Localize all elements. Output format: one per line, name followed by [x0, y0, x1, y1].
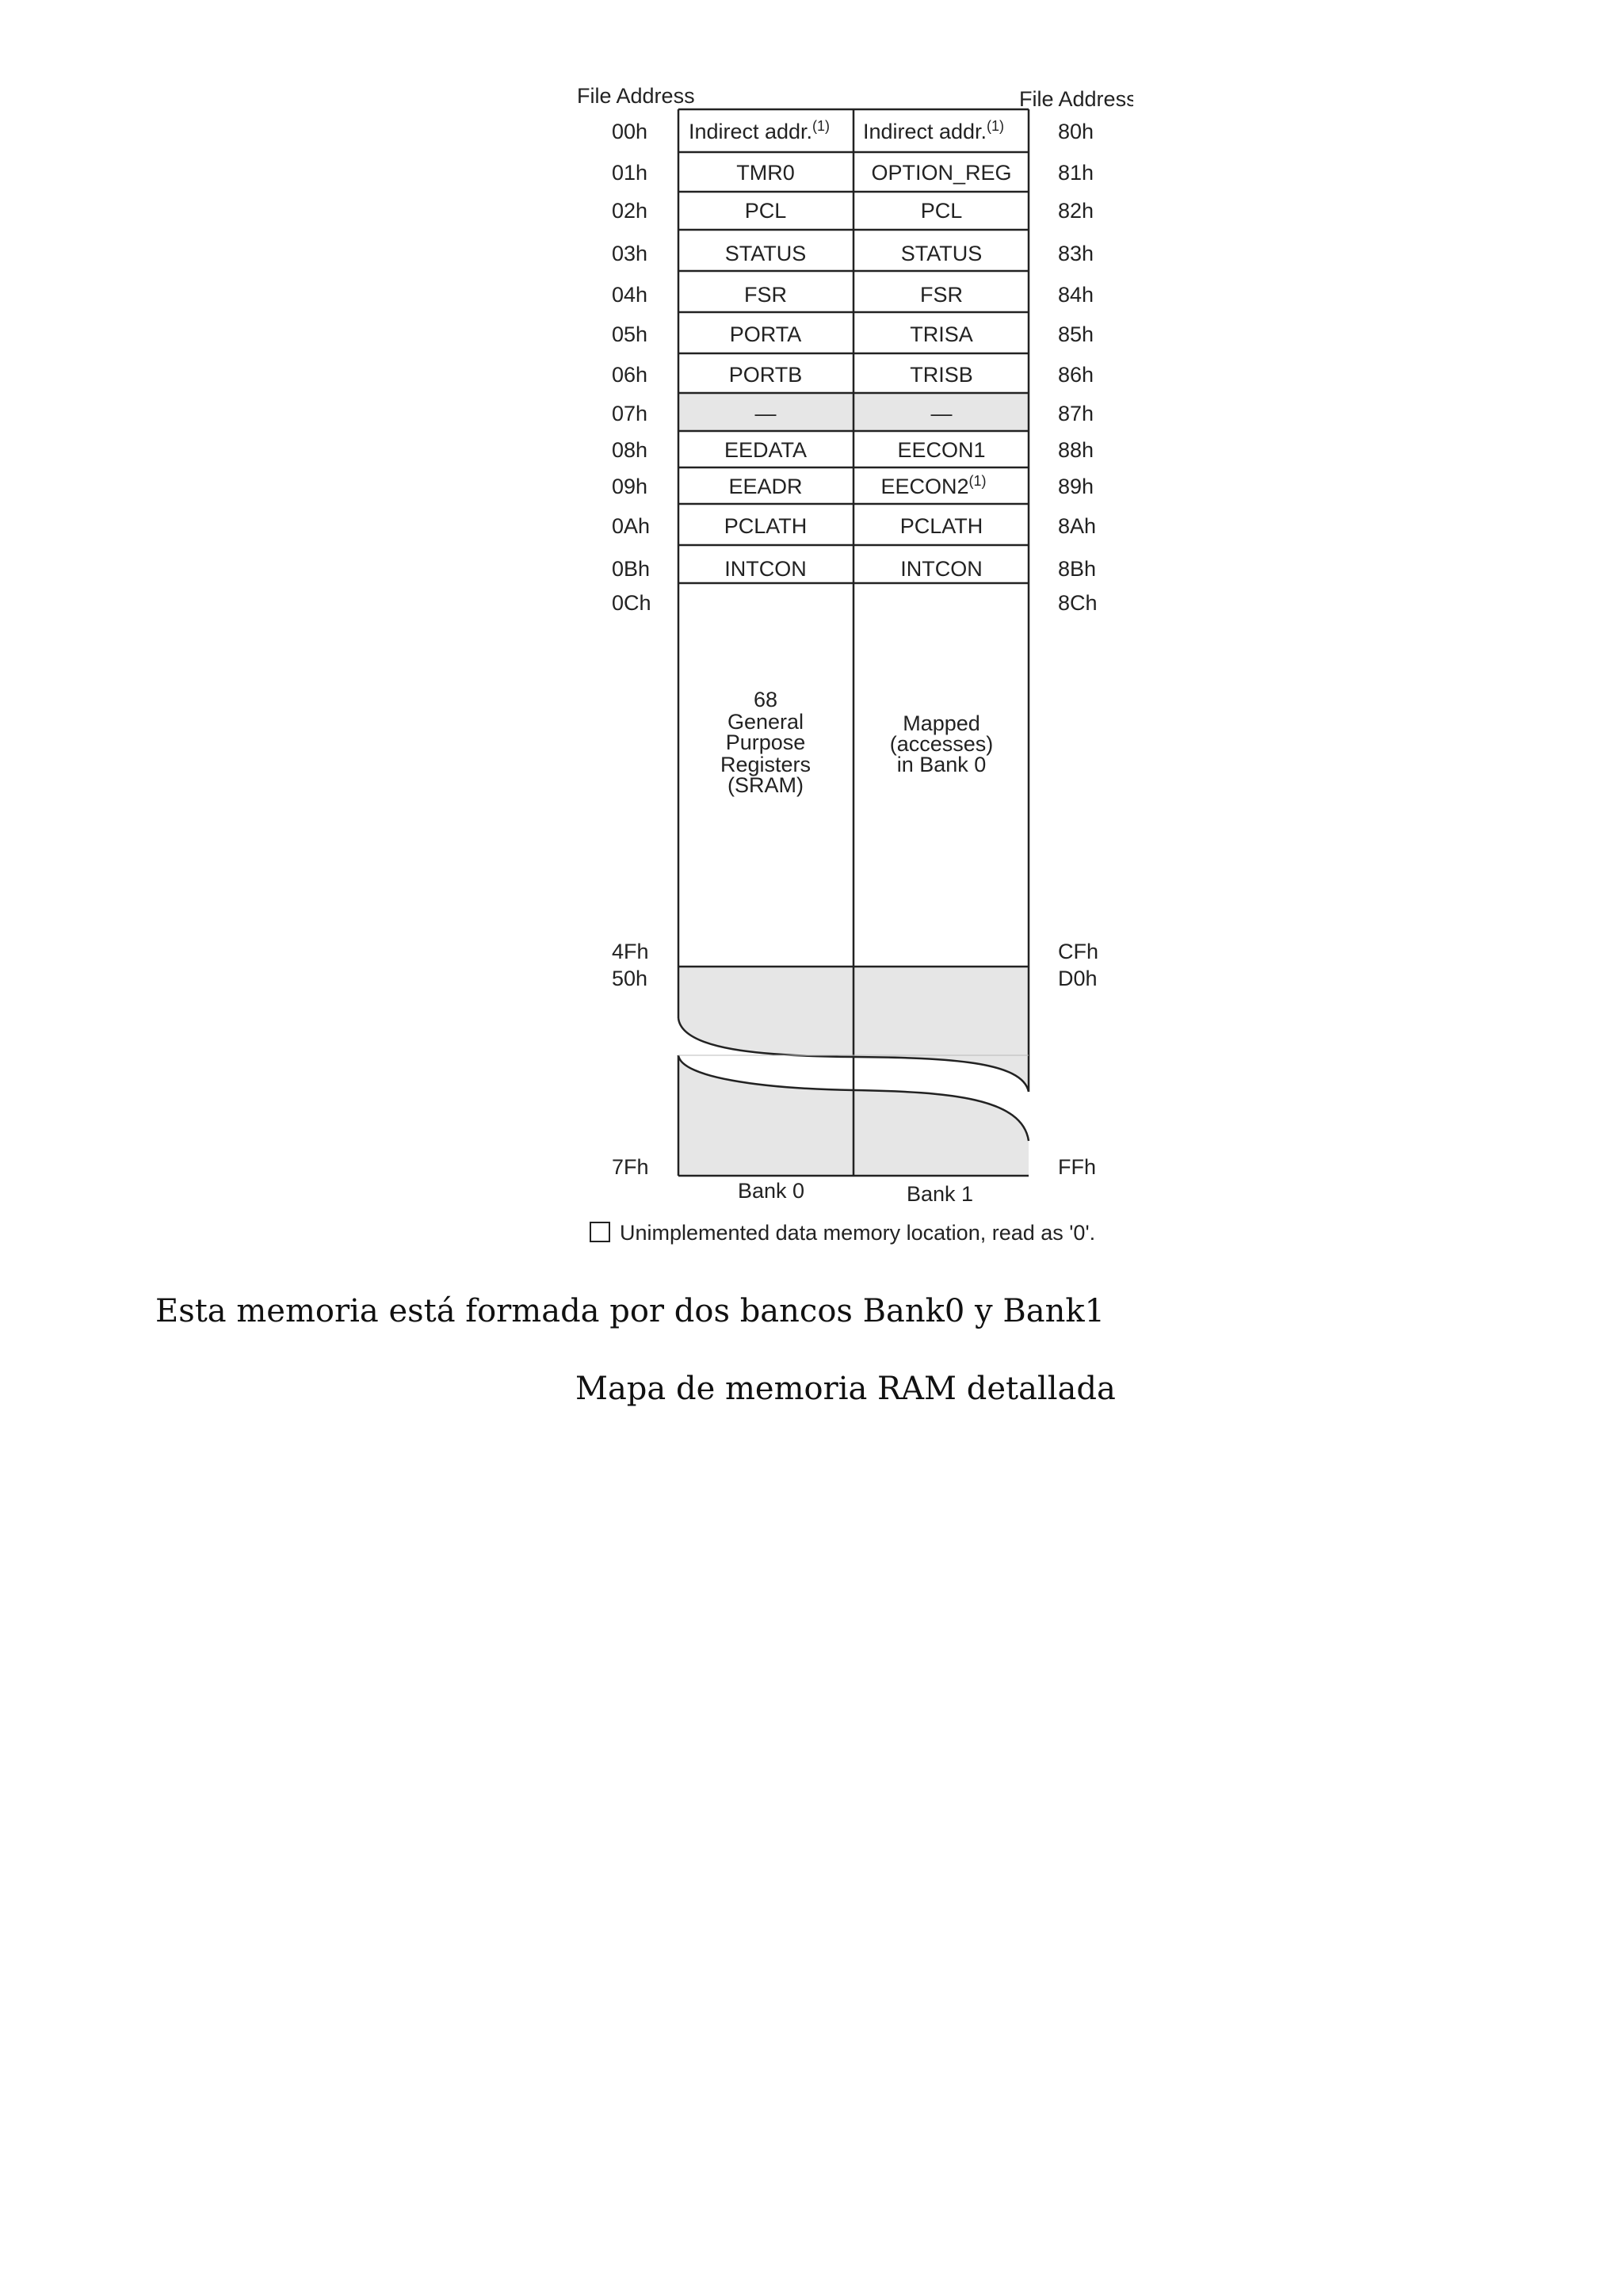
region-addr-right-start: D0h	[1058, 967, 1098, 990]
addr-right: 88h	[1058, 438, 1094, 462]
bank1-label: Bank 1	[906, 1182, 974, 1206]
region-addr-right-end: FFh	[1058, 1155, 1097, 1179]
addr-left: 0Ah	[612, 514, 651, 538]
addr-left: 08h	[612, 438, 648, 462]
gpr-addr-left-start: 0Ch	[612, 591, 651, 615]
bank0-register: EEDATA	[724, 438, 808, 462]
bank0-register: TMR0	[736, 161, 795, 185]
right-header-clip	[1019, 87, 1137, 111]
gpr-bank0-line: 68	[753, 688, 778, 711]
bank1-register: EECON1	[897, 438, 986, 462]
addr-right: 8Ah	[1058, 514, 1097, 538]
right-file-address-header: File Address	[1019, 87, 1137, 111]
gpr-bank0-line: Purpose	[725, 730, 806, 754]
bank1-register: PCL	[920, 199, 963, 223]
bank1-register: Indirect addr.$^{(1)}$	[862, 118, 1005, 143]
bank0-register: PORTB	[728, 363, 803, 387]
gpr-area	[612, 591, 1098, 963]
bank0-label: Bank 0	[737, 1179, 805, 1203]
body-paragraph: Esta memoria está formada por dos bancos Bank0 y Bank1	[155, 1293, 1106, 1329]
addr-right: 82h	[1058, 199, 1094, 223]
addr-right: 85h	[1058, 322, 1094, 346]
addr-left: 03h	[612, 242, 648, 265]
addr-right: 87h	[1058, 402, 1094, 425]
addr-right: 86h	[1058, 363, 1094, 387]
addr-left: 07h	[612, 402, 648, 425]
gpr-bank0-line: Registers	[720, 753, 812, 776]
addr-left: 04h	[612, 283, 648, 307]
addr-right: 81h	[1058, 161, 1094, 185]
bank0-register: —	[754, 402, 777, 425]
bank1-register: TRISB	[910, 363, 973, 387]
bank1-register: STATUS	[900, 242, 983, 265]
addr-left: 0Bh	[612, 557, 651, 581]
bank1-register: FSR	[920, 283, 963, 307]
bank1-register: TRISA	[910, 322, 973, 346]
addr-right: 89h	[1058, 475, 1094, 498]
addr-right: 8Bh	[1058, 557, 1097, 581]
addr-left: 00h	[612, 120, 648, 143]
legend-text: Unimplemented data memory location, read as '0'.	[620, 1221, 1096, 1245]
region-addr-left-start: 50h	[612, 967, 648, 990]
addr-left: 09h	[612, 475, 648, 498]
addr-right: 83h	[1058, 242, 1094, 265]
bank1-register: EECON2$^{(1)}$	[880, 473, 987, 498]
bank0-register: Indirect addr.$^{(1)}$	[688, 118, 831, 143]
bank0-register: PCLATH	[724, 514, 808, 538]
addr-left: 05h	[612, 322, 648, 346]
gpr-bank0-line: General	[727, 710, 804, 734]
bank1-register: —	[930, 402, 953, 425]
gpr-addr-right-start: 8Ch	[1058, 591, 1098, 615]
addr-left: 02h	[612, 199, 648, 223]
bank0-register: EEADR	[728, 475, 803, 498]
bank0-register: INTCON	[724, 557, 807, 581]
bank1-register: PCLATH	[899, 514, 983, 538]
addr-right: 80h	[1058, 120, 1094, 143]
addr-left: 06h	[612, 363, 648, 387]
bank1-register: OPTION_REG	[871, 161, 1012, 185]
addr-right: 84h	[1058, 283, 1094, 307]
left-file-address-header: File Address	[577, 84, 695, 108]
gpr-addr-right-end: CFh	[1058, 940, 1099, 963]
bank0-register: PORTA	[729, 322, 802, 346]
bank1-register: INTCON	[900, 557, 983, 581]
gpr-bank0-line: (SRAM)	[727, 773, 804, 797]
bank0-register: STATUS	[724, 242, 807, 265]
bank0-register: PCL	[744, 199, 787, 223]
gpr-bank1-line: Mapped	[903, 711, 980, 735]
legend-swatch	[590, 1222, 609, 1241]
figure-caption: Mapa de memoria RAM detallada	[575, 1371, 1116, 1407]
gpr-bank1-line: (accesses)	[889, 732, 994, 756]
region-addr-left-end: 7Fh	[612, 1155, 649, 1179]
gpr-addr-left-end: 4Fh	[612, 940, 649, 963]
gpr-bank1-line: in Bank 0	[896, 753, 987, 776]
addr-left: 01h	[612, 161, 648, 185]
bank0-register: FSR	[744, 283, 787, 307]
